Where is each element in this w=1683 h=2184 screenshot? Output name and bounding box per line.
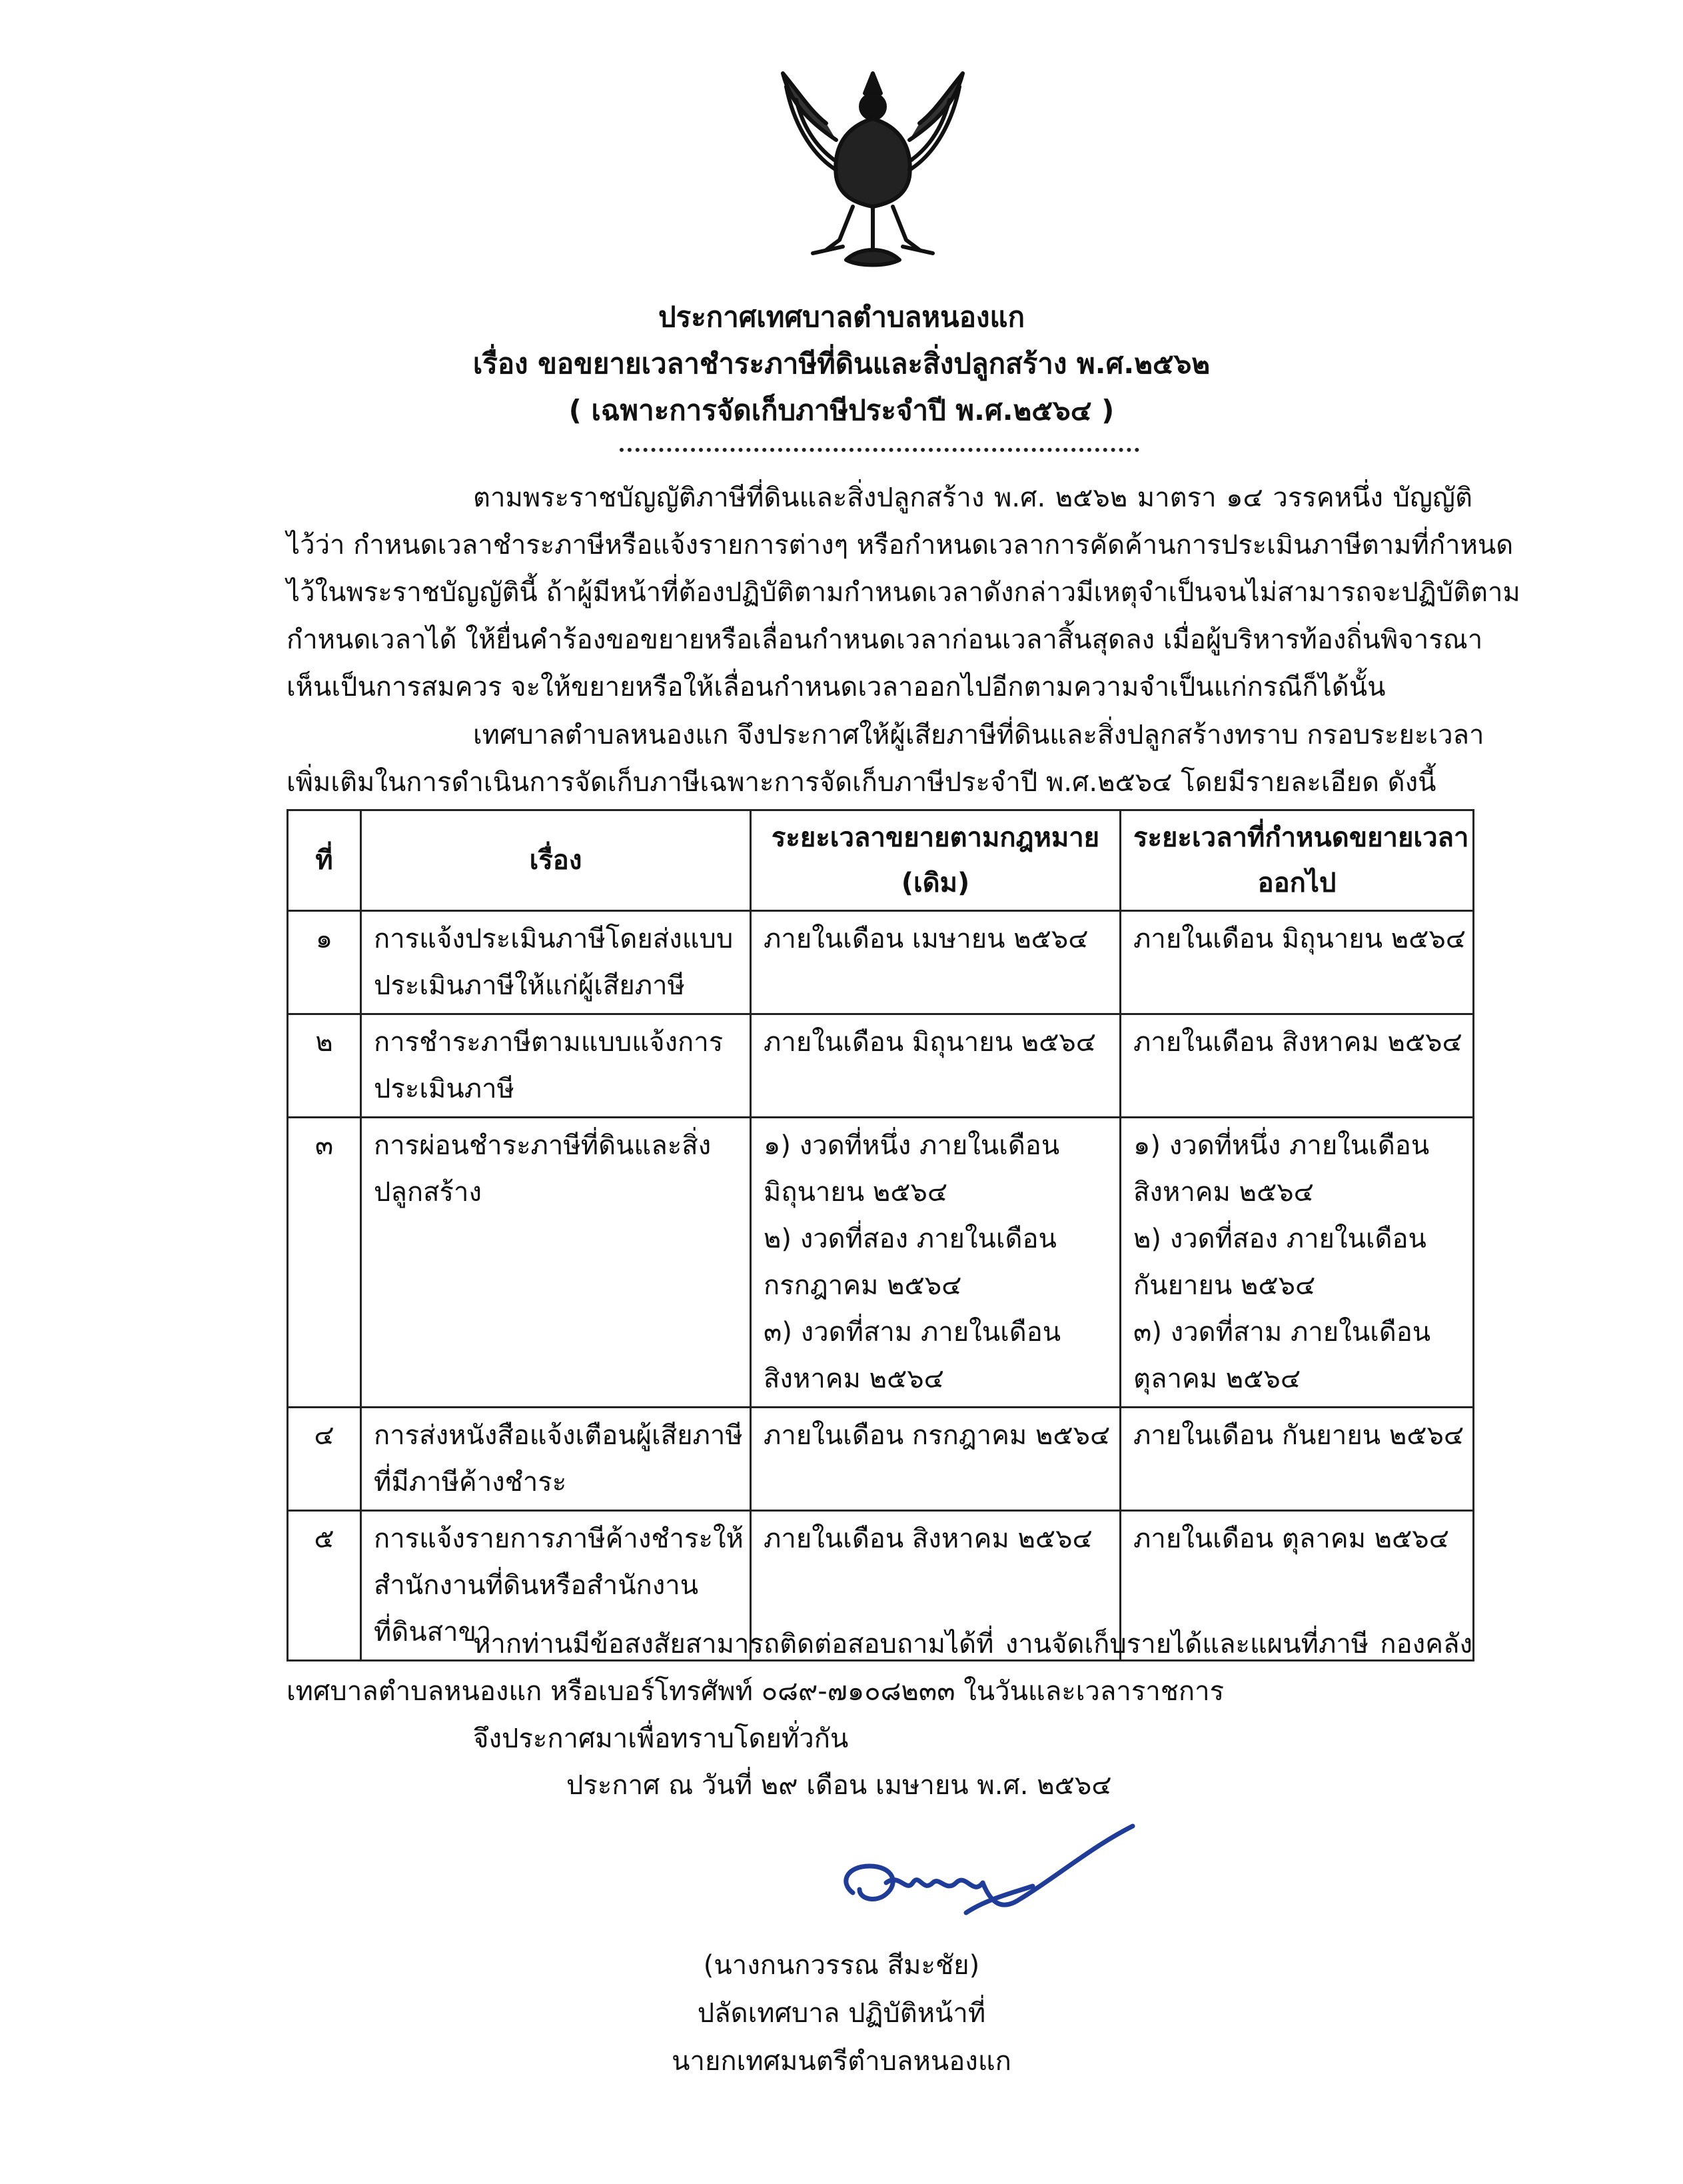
header-original-line: (เดิม) <box>901 868 970 898</box>
row-extended <box>1121 1408 1474 1511</box>
cell-line: ประเมินภาษีให้แก่ผู้เสียภาษี <box>374 970 685 1001</box>
row-subject <box>361 1408 751 1511</box>
text-line: เทศบาลตำบลหนองแก จึงประกาศให้ผู้เสียภาษีที่ดินและสิ่งปลูกสร้างทราบ กรอบระยะเวลา <box>473 720 1484 750</box>
notice-subject: เรื่อง ขอขยายเวลาชำระภาษีที่ดินและสิ่งปลูกสร้าง พ.ศ.๒๕๖๒ <box>472 347 1211 380</box>
paragraph-contact <box>286 1621 1472 1715</box>
cell-line: ภายในเดือน กันยายน ๒๕๖๔ <box>1133 1420 1464 1451</box>
header-extended-line: ระยะเวลาที่กำหนดขยายเวลา <box>1133 822 1469 853</box>
cell-line: การผ่อนชำระภาษีที่ดินและสิ่ง <box>374 1130 712 1161</box>
signatory-position: ปลัดเทศบาล ปฏิบัติหน้าที่ <box>697 1998 986 2029</box>
row-extended <box>1121 1014 1474 1118</box>
table-row <box>288 1014 1474 1118</box>
cell-line: การแจ้งประเมินภาษีโดยส่งแบบ <box>374 924 734 954</box>
cell-line: กรกฎาคม ๒๕๖๔ <box>764 1270 962 1301</box>
cell-line: ๓) งวดที่สาม ภายในเดือน <box>1133 1317 1431 1348</box>
cell-line: ๒) งวดที่สอง ภายในเดือน <box>1133 1224 1426 1254</box>
cell-line: ๑) งวดที่หนึ่ง ภายในเดือน <box>764 1130 1060 1161</box>
row-number: ๕ <box>288 1511 361 1661</box>
cell-line: ที่ดินสาขา <box>374 1617 492 1647</box>
cell-line: ๓) งวดที่สาม ภายในเดือน <box>764 1317 1061 1348</box>
table-header-row <box>288 810 1474 911</box>
table-row <box>288 1118 1474 1408</box>
row-extended <box>1121 1118 1474 1408</box>
cell-line: ภายในเดือน มิถุนายน ๒๕๖๔ <box>764 1027 1097 1058</box>
title-divider <box>620 448 1139 452</box>
cell-line: การส่งหนังสือแจ้งเตือนผู้เสียภาษี <box>374 1420 743 1451</box>
row-subject <box>361 1118 751 1408</box>
row-original <box>751 1408 1121 1511</box>
cell-line: ๑) งวดที่หนึ่ง ภายในเดือน <box>1133 1130 1430 1161</box>
header-no: ที่ <box>288 810 361 911</box>
table-row <box>288 911 1474 1014</box>
header-original <box>751 810 1121 911</box>
cell-line: ๒) งวดที่สอง ภายในเดือน <box>764 1224 1057 1254</box>
cell-line: ภายในเดือน ตุลาคม ๒๕๖๔ <box>1133 1524 1449 1554</box>
text-line: หากท่านมีข้อสงสัยสามารถติดต่อสอบถามได้ที่ งานจัดเก็บรายได้และแผนที่ภาษี กองคลัง <box>473 1629 1472 1659</box>
row-extended <box>1121 911 1474 1014</box>
cell-line: ภายในเดือน เมษายน ๒๕๖๔ <box>764 924 1089 954</box>
signatory-acting-title: นายกเทศมนตรีตำบลหนองแก <box>672 2046 1011 2077</box>
cell-line: ภายในเดือน มิถุนายน ๒๕๖๔ <box>1133 924 1466 954</box>
row-original <box>751 1118 1121 1408</box>
cell-line: ภายในเดือน กรกฎาคม ๒๕๖๔ <box>764 1420 1111 1451</box>
schedule-table <box>286 809 1474 1661</box>
cell-line: สิงหาคม ๒๕๖๔ <box>764 1364 944 1394</box>
cell-line: ตุลาคม ๒๕๖๔ <box>1133 1364 1301 1394</box>
cell-line: ปลูกสร้าง <box>374 1177 482 1208</box>
cell-line: ภายในเดือน สิงหาคม ๒๕๖๔ <box>764 1524 1093 1554</box>
row-number: ๔ <box>288 1408 361 1511</box>
announce-date: ประกาศ ณ วันที่ ๒๙ เดือน เมษายน พ.ศ. ๒๕๖๔ <box>566 1770 1112 1801</box>
text-line: กำหนดเวลาได้ ให้ยื่นคำร้องขอขยายหรือเลื่อนกำหนดเวลาก่อนเวลาสิ้นสุดลง เมื่อผู้บริหารท้องถิ่นพิจารณา <box>286 624 1483 655</box>
table-row <box>288 1408 1474 1511</box>
cell-line: กันยายน ๒๕๖๔ <box>1133 1270 1316 1301</box>
paragraph-law <box>286 475 1520 711</box>
cell-line: มิถุนายน ๒๕๖๔ <box>764 1177 948 1208</box>
row-subject <box>361 911 751 1014</box>
row-number: ๑ <box>288 911 361 1014</box>
text-line: ไว้ในพระราชบัญญัตินี้ ถ้าผู้มีหน้าที่ต้องปฏิบัติตามกำหนดเวลาดังกล่าวมีเหตุจำเป็นจนไม่สามารถจะปฏิบัติตาม <box>286 577 1520 608</box>
header-extended <box>1121 810 1474 911</box>
notice-scope: ( เฉพาะการจัดเก็บภาษีประจำปี พ.ศ.๒๕๖๔ ) <box>568 394 1115 427</box>
signatory-name: (นางกนกวรรณ สีมะชัย) <box>703 1950 980 1981</box>
header-original-line: ระยะเวลาขยายตามกฎหมาย <box>771 822 1100 853</box>
cell-line: ภายในเดือน สิงหาคม ๒๕๖๔ <box>1133 1027 1462 1058</box>
cell-line: สิงหาคม ๒๕๖๔ <box>1133 1177 1314 1208</box>
text-line: เทศบาลตำบลหนองแก หรือเบอร์โทรศัพท์ ๐๘๙-๗๑๐๘๒๓๓ ในวันและเวลาราชการ <box>286 1676 1225 1707</box>
header-subject: เรื่อง <box>361 810 751 911</box>
text-line: เห็นเป็นการสมควร จะให้ขยายหรือให้เลื่อนกำหนดเวลาออกไปอีกตามความจำเป็นแก่กรณีก็ได้นั้น <box>286 672 1386 702</box>
header-extended-line: ออกไป <box>1257 868 1337 898</box>
cell-line: สำนักงานที่ดินหรือสำนักงาน <box>374 1570 699 1601</box>
text-line: ไว้ว่า กำหนดเวลาชำระภาษีหรือแจ้งรายการต่างๆ หรือกำหนดเวลาการคัดค้านการประเมินภาษีตามที่กำหนด <box>286 530 1514 560</box>
text-line: ตามพระราชบัญญัติภาษีที่ดินและสิ่งปลูกสร้าง พ.ศ. ๒๕๖๒ มาตรา ๑๔ วรรคหนึ่ง บัญญัติ <box>473 483 1472 513</box>
row-number: ๓ <box>288 1118 361 1408</box>
row-original <box>751 1014 1121 1118</box>
row-original <box>751 911 1121 1014</box>
garuda-emblem-icon <box>773 60 973 273</box>
row-subject <box>361 1014 751 1118</box>
cell-line: การแจ้งรายการภาษีค้างชำระให้ <box>374 1524 744 1554</box>
announce-closing: จึงประกาศมาเพื่อทราบโดยทั่วกัน <box>473 1723 849 1754</box>
row-number: ๒ <box>288 1014 361 1118</box>
cell-line: ประเมินภาษี <box>374 1074 514 1104</box>
paragraph-announcement <box>286 712 1484 806</box>
signature-mark <box>813 1819 1146 1933</box>
notice-issuer: ประกาศเทศบาลตำบลหนองแก <box>658 301 1025 333</box>
text-line: เพิ่มเติมในการดำเนินการจัดเก็บภาษีเฉพาะการจัดเก็บภาษีประจำปี พ.ศ.๒๕๖๔ โดยมีรายละเอียด ดังนี้ <box>286 767 1436 798</box>
cell-line: การชำระภาษีตามแบบแจ้งการ <box>374 1027 724 1058</box>
cell-line: ที่มีภาษีค้างชำระ <box>374 1467 567 1498</box>
